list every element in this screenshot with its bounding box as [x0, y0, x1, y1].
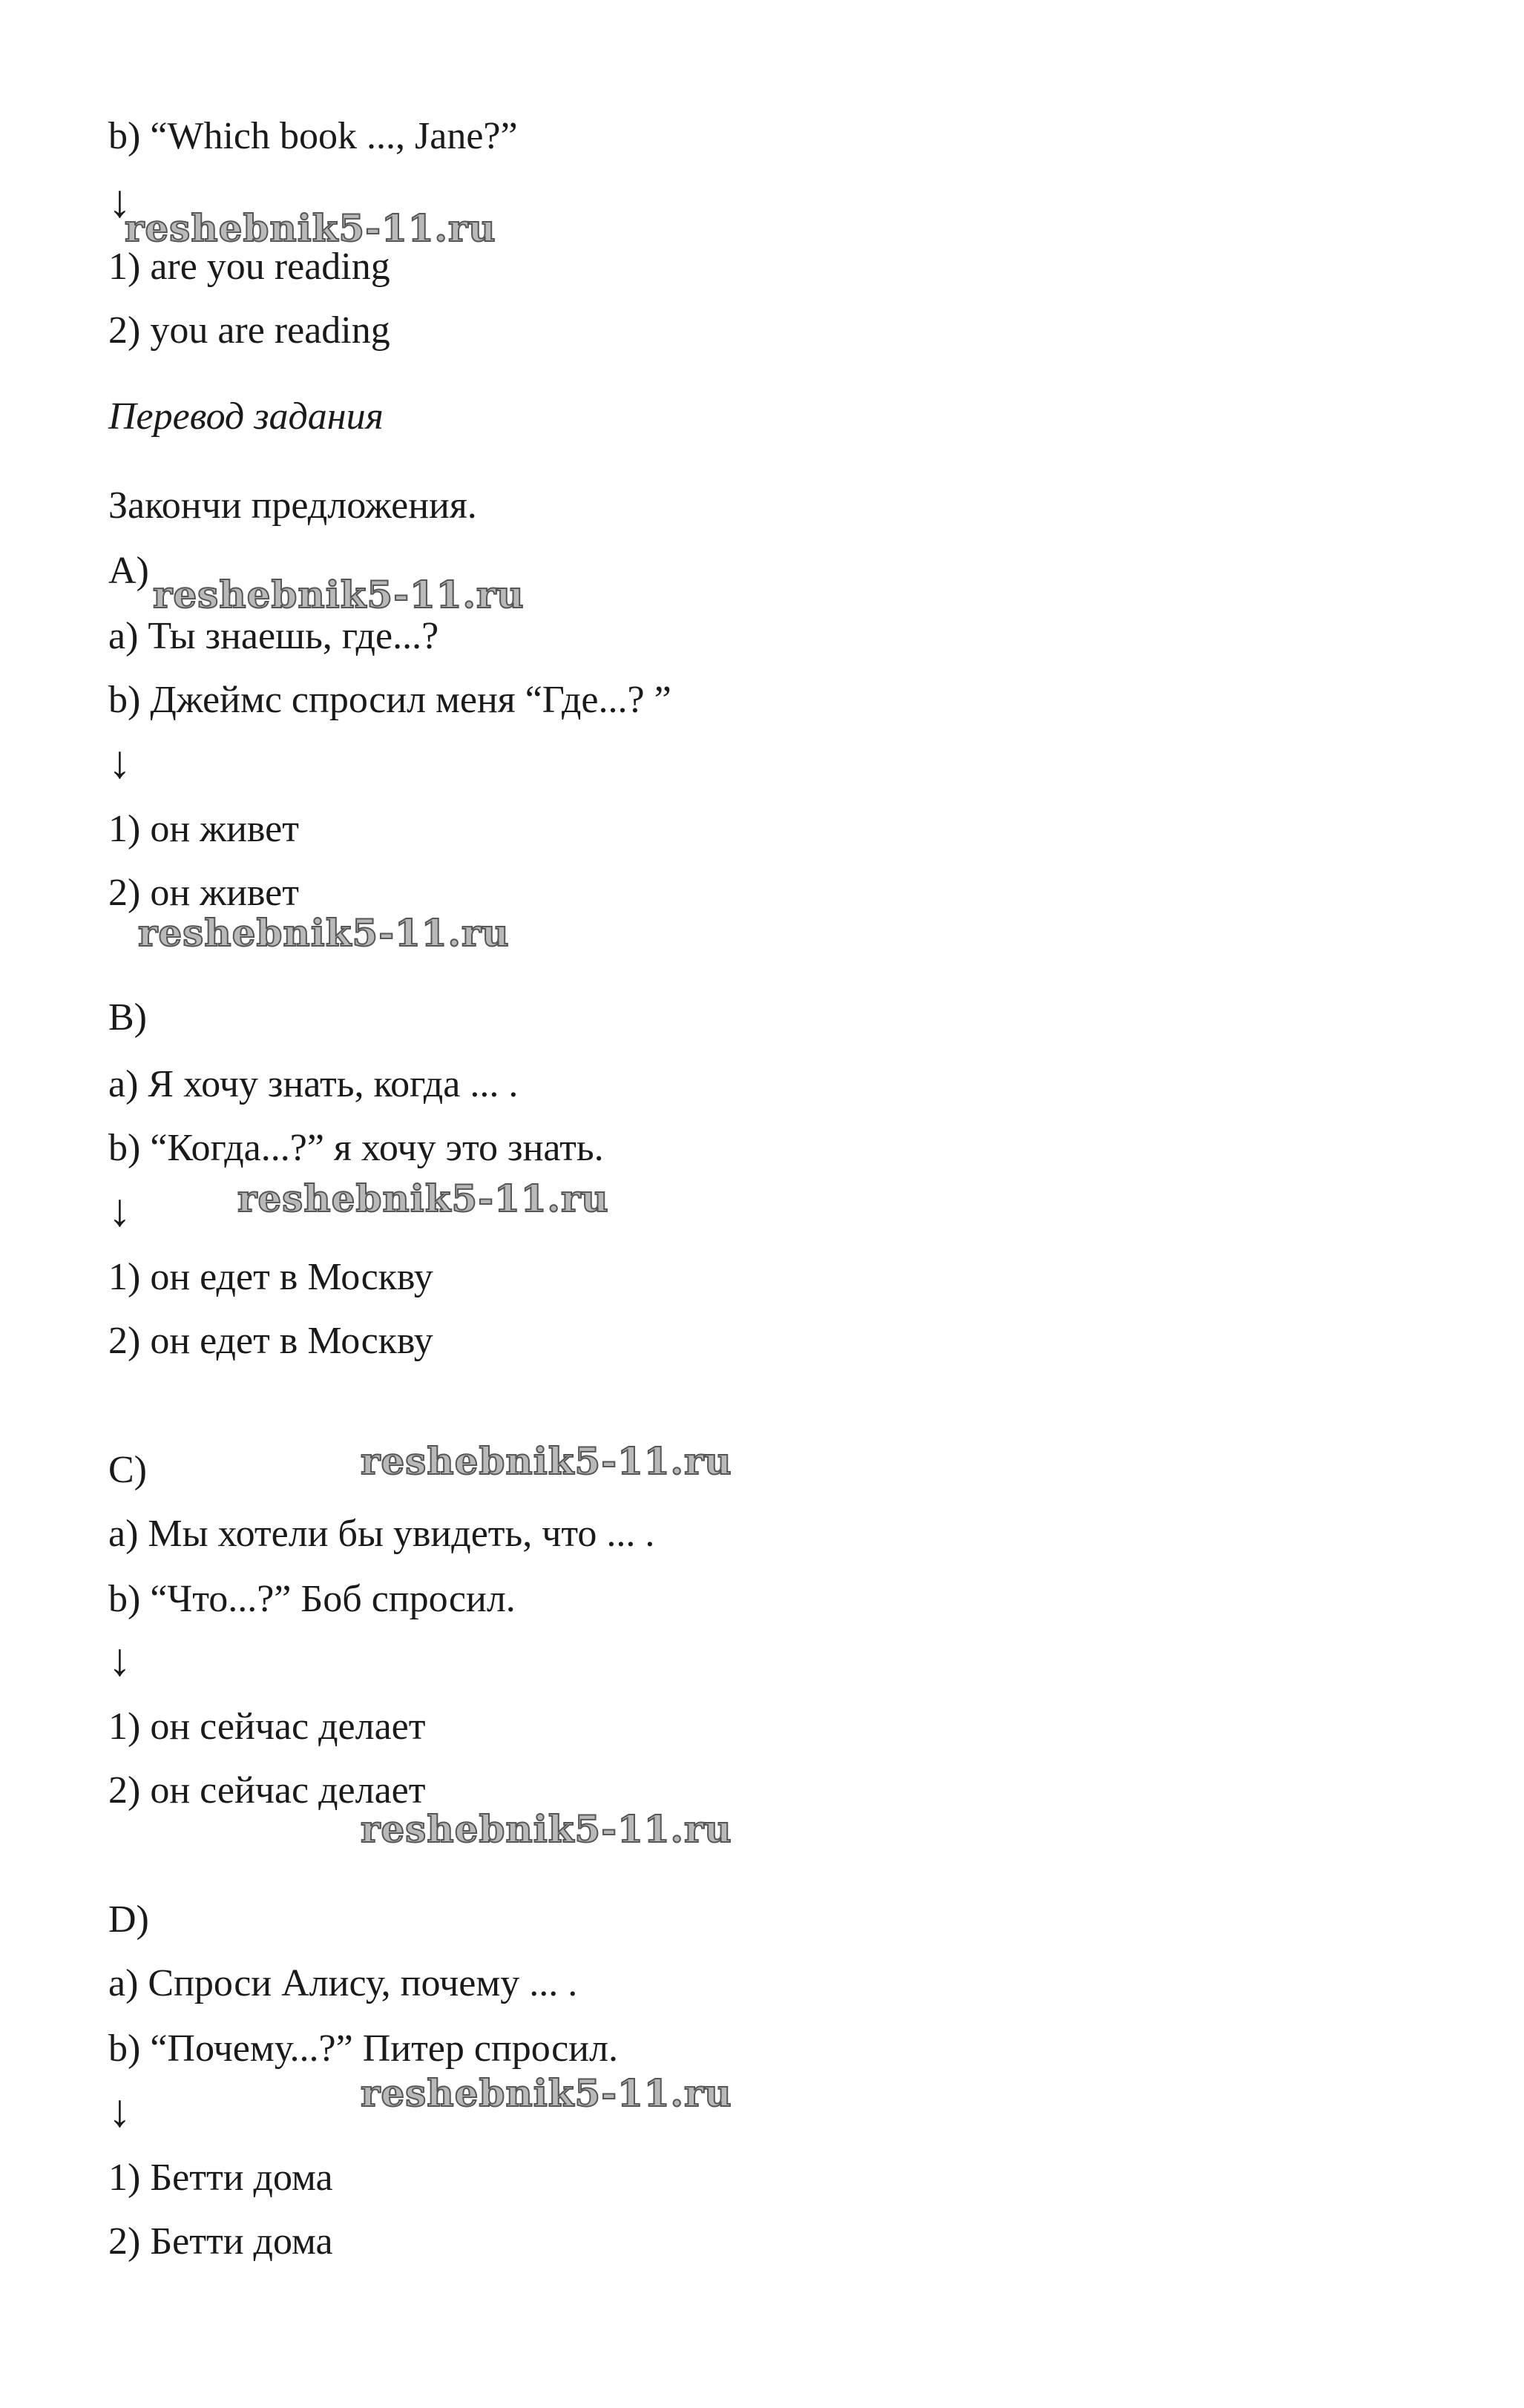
section-d-label: D) — [108, 1898, 149, 1941]
section-b-item-b: b) “Когда...?” я хочу это знать. — [108, 1127, 604, 1169]
watermark: reshebnik5-11.ru — [125, 206, 496, 250]
down-arrow-icon: ↓ — [108, 177, 131, 227]
option-1-are-you-reading: 1) are you reading — [108, 246, 390, 288]
section-b-option-1: 1) он едет в Москву — [108, 1256, 433, 1298]
section-c-label: C) — [108, 1449, 147, 1491]
section-c-item-b: b) “Что...?” Боб спросил. — [108, 1578, 516, 1620]
question-b-which-book: b) “Which book ..., Jane?” — [108, 115, 518, 157]
section-d-item-b: b) “Почему...?” Питер спросил. — [108, 2027, 618, 2070]
down-arrow-icon: ↓ — [108, 2086, 131, 2136]
section-a-item-a: a) Ты знаешь, где...? — [108, 615, 439, 657]
section-b-item-a: a) Я хочу знать, когда ... . — [108, 1063, 519, 1105]
watermark: reshebnik5-11.ru — [237, 1177, 609, 1220]
section-d-option-1: 1) Бетти дома — [108, 2157, 333, 2199]
instruction-text: Закончи предложения. — [108, 484, 477, 527]
down-arrow-icon: ↓ — [108, 1635, 131, 1685]
translation-heading: Перевод задания — [108, 395, 384, 438]
section-a-item-b: b) Джеймс спросил меня “Где...? ” — [108, 679, 671, 721]
section-c-item-a: a) Мы хотели бы увидеть, что ... . — [108, 1513, 655, 1555]
watermark: reshebnik5-11.ru — [361, 1807, 732, 1851]
section-a-label: A) — [108, 550, 149, 592]
watermark: reshebnik5-11.ru — [361, 2071, 732, 2115]
section-b-label: B) — [108, 996, 147, 1039]
section-c-option-1: 1) он сейчас делает — [108, 1705, 426, 1748]
section-b-option-2: 2) он едет в Москву — [108, 1320, 433, 1362]
section-a-option-1: 1) он живет — [108, 808, 299, 850]
section-a-option-2: 2) он живет — [108, 872, 299, 914]
section-d-item-a: a) Спроси Алису, почему ... . — [108, 1962, 578, 2004]
down-arrow-icon: ↓ — [108, 1185, 131, 1236]
section-d-option-2: 2) Бетти дома — [108, 2220, 333, 2263]
down-arrow-icon: ↓ — [108, 737, 131, 788]
option-2-you-are-reading: 2) you are reading — [108, 309, 390, 352]
watermark: reshebnik5-11.ru — [138, 911, 510, 955]
watermark: reshebnik5-11.ru — [153, 573, 525, 616]
watermark: reshebnik5-11.ru — [361, 1439, 732, 1483]
section-c-option-2: 2) он сейчас делает — [108, 1769, 426, 1812]
